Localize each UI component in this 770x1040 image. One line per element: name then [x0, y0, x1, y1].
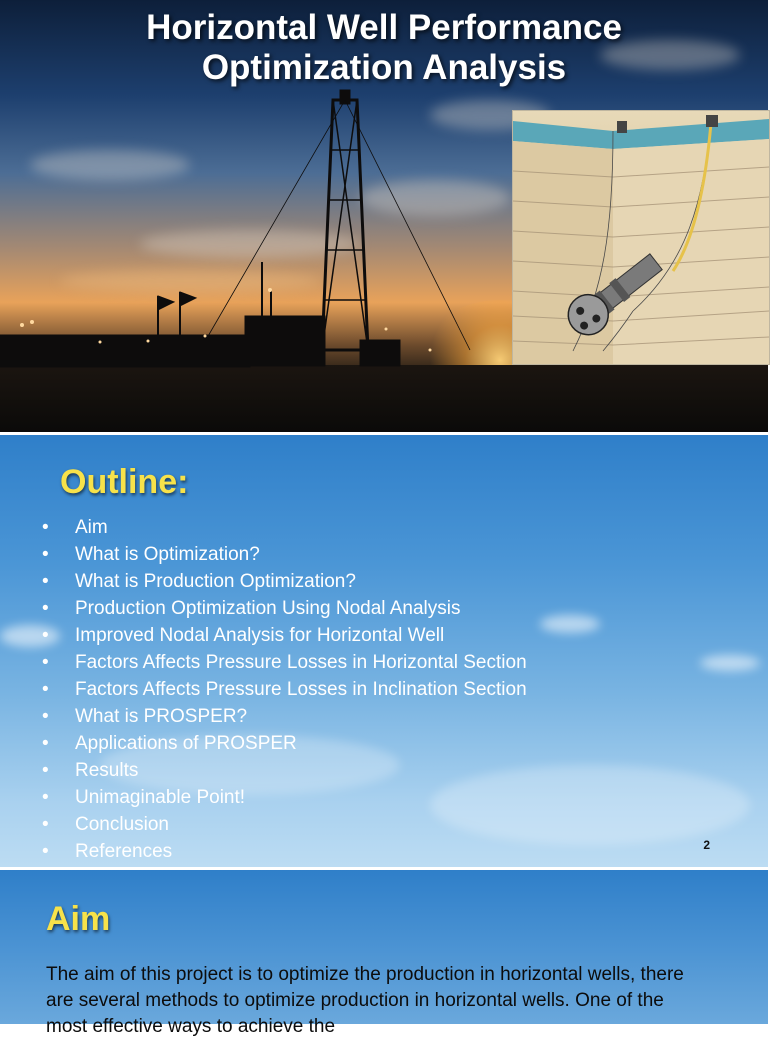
outline-item: • Production Optimization Using Nodal Analysis	[42, 595, 527, 622]
page-number: 2	[703, 838, 710, 852]
outline-item: • Improved Nodal Analysis for Horizontal Well	[42, 622, 527, 649]
slide-title	[0, 8, 768, 88]
sky-cloud	[540, 615, 600, 633]
outline-item: • References	[42, 838, 527, 865]
outline-item: • Conclusion	[42, 811, 527, 838]
aim-heading: Aim	[46, 900, 111, 938]
outline-item: • Factors Affects Pressure Losses in Inclination Section	[42, 676, 527, 703]
aim-slide	[0, 870, 768, 1037]
slide-title-line-1: Horizontal Well Performance	[146, 8, 622, 47]
sky-cloud	[700, 655, 760, 671]
outline-heading: Outline:	[60, 463, 189, 501]
outline-item: • Applications of PROSPER	[42, 730, 527, 757]
outline-slide	[0, 435, 768, 867]
outline-item: • What is Optimization?	[42, 541, 527, 568]
outline-item: • Unimaginable Point!	[42, 784, 527, 811]
outline-item: • Aim	[42, 514, 527, 541]
horizontal-well-diagram	[512, 110, 770, 365]
outline-item: • What is PROSPER?	[42, 703, 527, 730]
outline-item: • Results	[42, 757, 527, 784]
title-slide	[0, 0, 768, 432]
outline-list	[42, 514, 527, 865]
outline-item: • Factors Affects Pressure Losses in Horizontal Section	[42, 649, 527, 676]
aim-body-text: The aim of this project is to optimize the production in horizontal wells, there are several methods to optimize production in horizontal wells. One of the most effective ways to achieve the	[46, 964, 684, 1037]
outline-item: • What is Production Optimization?	[42, 568, 527, 595]
slide-title-line-2: Optimization Analysis	[201, 48, 567, 87]
